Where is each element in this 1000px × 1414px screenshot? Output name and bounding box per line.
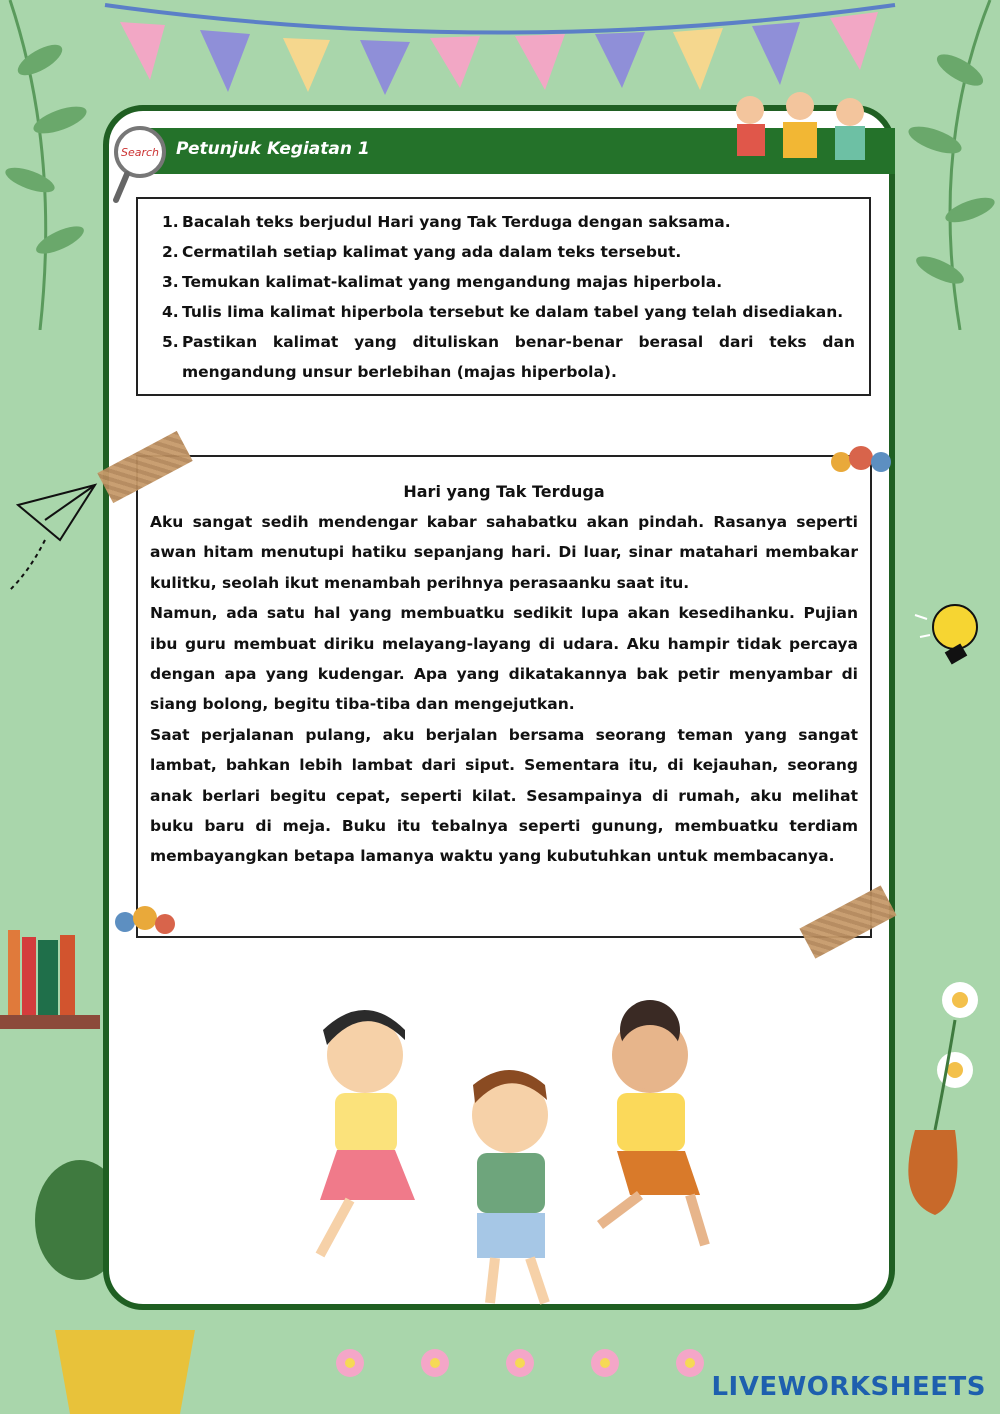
leaf-decoration-right <box>880 0 1000 330</box>
bookshelf-decoration <box>0 925 100 1035</box>
instructions-list <box>138 199 869 387</box>
instruction-text: Bacalah teks berjudul Hari yang Tak Terduga dengan saksama. <box>182 213 731 231</box>
instruction-item <box>162 207 855 237</box>
story-title: Hari yang Tak Terduga <box>403 482 605 501</box>
search-badge-text: Search <box>120 146 160 159</box>
flower-cluster-decoration <box>826 440 896 480</box>
instruction-number: 5. <box>162 333 179 351</box>
paper-plane-icon <box>10 480 100 600</box>
story-paragraph: Namun, ada satu hal yang membuatku sedikit lupa akan kesedihanku. Pujian ibu guru membuat diriku melayang-layang di udara. Aku hampir tidak percaya dengan apa yang kudengar. Apa yang dikatakannya bak petir menyambar di siang bolong, begitu tiba-tiba dan mengejutkan. <box>150 604 858 714</box>
instruction-number: 1. <box>162 213 179 231</box>
instruction-item <box>162 327 855 387</box>
instruction-number: 4. <box>162 303 179 321</box>
lightbulb-icon <box>905 595 995 675</box>
pink-flowers-decoration <box>330 1335 720 1395</box>
jumping-kids-illustration <box>265 985 755 1315</box>
flower-cluster-decoration <box>110 900 180 942</box>
instruction-text: Temukan kalimat-kalimat yang mengandung majas hiperbola. <box>182 273 723 291</box>
instructions-box <box>136 197 871 396</box>
story-paragraph: Saat perjalanan pulang, aku berjalan bersama seorang teman yang sangat lambat, bahkan lebih lambat dari siput. Sementara itu, di kejauhan, seorang anak berlari begitu cepat, seperti kilat. Sesampainya di rumah, aku melihat buku baru di meja. Buku itu tebalnya seperti gunung, membuatku terdiam membayangkan betapa lamanya waktu yang kubutuhkan untuk membacanya. <box>150 725 858 866</box>
instruction-number: 2. <box>162 243 179 261</box>
instruction-text: Cermatilah setiap kalimat yang ada dalam teks tersebut. <box>182 243 682 261</box>
liveworksheets-watermark: LIVEWORKSHEETS <box>711 1372 986 1402</box>
story-box <box>136 455 872 938</box>
reading-kids-illustration <box>725 88 885 180</box>
search-magnifier-icon <box>112 124 172 204</box>
instruction-number: 3. <box>162 273 179 291</box>
instruction-item <box>162 297 855 327</box>
story-paragraph: Aku sangat sedih mendengar kabar sahabatku akan pindah. Rasanya seperti awan hitam menutupi hatiku sepanjang hari. Di luar, sinar matahari membakar kulitku, seolah ikut menambah perihnya perasaanku saat itu. <box>150 513 858 592</box>
instruction-text: Pastikan kalimat yang dituliskan benar-benar berasal dari teks dan mengandung unsur berlebihan (majas hiperbola). <box>182 333 855 381</box>
leaf-decoration-left <box>0 0 110 330</box>
instruction-item <box>162 267 855 297</box>
instruction-text: Tulis lima kalimat hiperbola tersebut ke dalam tabel yang telah disediakan. <box>182 303 844 321</box>
instruction-item <box>162 237 855 267</box>
flower-vase-decoration <box>895 980 1000 1240</box>
header-title: Petunjuk Kegiatan 1 <box>176 139 370 159</box>
